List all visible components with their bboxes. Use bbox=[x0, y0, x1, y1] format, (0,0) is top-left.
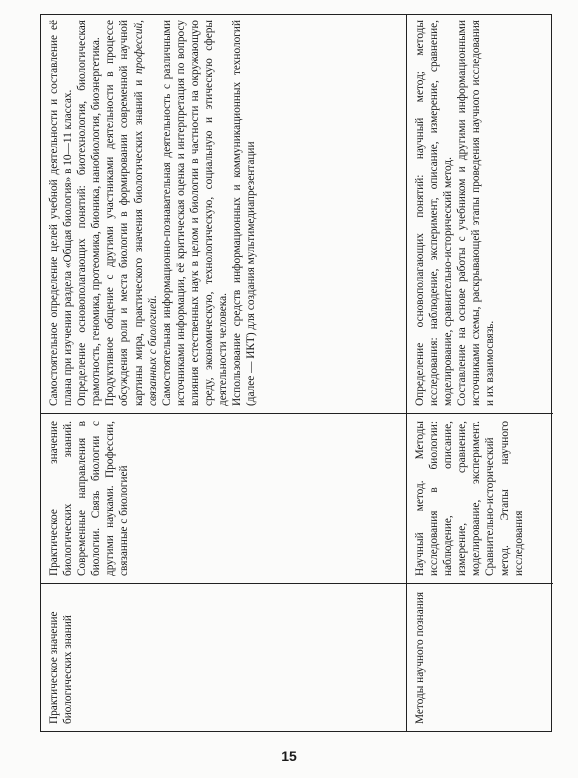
activity-paragraph: Определение основополагающих понятий: биотехнология, биологическая грамотность, геномика, протеомика, бионика, нанобиология, биоэнергетика. bbox=[76, 20, 103, 406]
content-text: Научный метод. Методы исследования в биологии: наблюдение, описание, измерение, сравнение, моделирование, эксперимент. Сравнительно-исторический метод. Этапы научного исследования bbox=[414, 421, 525, 576]
activity-punctuation: . bbox=[146, 295, 159, 299]
curriculum-table bbox=[40, 14, 552, 732]
activities-cell bbox=[41, 13, 406, 413]
activity-paragraph: Использование средств информационных и коммуникационных технологий (далее — ИКТ) для создания мультимедиапрезентации bbox=[231, 20, 258, 406]
topic-cell bbox=[41, 583, 406, 731]
content-text: Практическое значение биологических знаний. Современные направления в биологии. Связь биологии с другими науками. Профессии, связанные с биологией bbox=[48, 421, 131, 576]
topic-text: Методы научного познания bbox=[414, 591, 426, 724]
rotated-table-wrapper bbox=[40, 14, 552, 732]
content-cell bbox=[41, 413, 406, 583]
content-cell bbox=[407, 413, 553, 583]
activity-paragraph: Составление на основе работы с учебником и другими информационными источниками схемы, раскрывающей этапы проведения научного исследования и их взаимосвязь. bbox=[456, 20, 497, 406]
activity-italic-text: профессий, связанных с биологией bbox=[132, 20, 159, 406]
table-row bbox=[41, 15, 407, 731]
activity-paragraph: Самостоятельное определение целей учебной деятельности и составление её плана при изучении раздела «Общая биология» в 10—11 классах. bbox=[48, 20, 75, 406]
activity-paragraph bbox=[103, 20, 159, 406]
activity-paragraph: Определение основополагающих понятий: научный метод; методы исследования: наблюдение, эксперимент, описание, измерение, сравнение, моделирование, сравнительно-исторический метод. bbox=[414, 20, 455, 406]
table-row bbox=[407, 15, 553, 731]
activities-cell bbox=[407, 13, 553, 413]
activity-text: Продуктивное общение с другими участниками деятельности в процессе обсуждения роли и места биологии в формировании современной научной картины мира, практического значения биологических знаний и bbox=[104, 20, 145, 406]
topic-text: Практическое значение биологических знаний bbox=[48, 611, 75, 724]
topic-cell bbox=[407, 583, 553, 731]
page-number: 15 bbox=[281, 748, 297, 764]
activity-paragraph: Самостоятельная информационно-познавательная деятельность с различными источниками информации, её критическая оценка и интерпретация по вопросу влияния естественных наук в целом и биологии в частности на окружающую среду, экономическую, технологическую, социальную и этическую сферы деятельности человека. bbox=[160, 20, 230, 406]
